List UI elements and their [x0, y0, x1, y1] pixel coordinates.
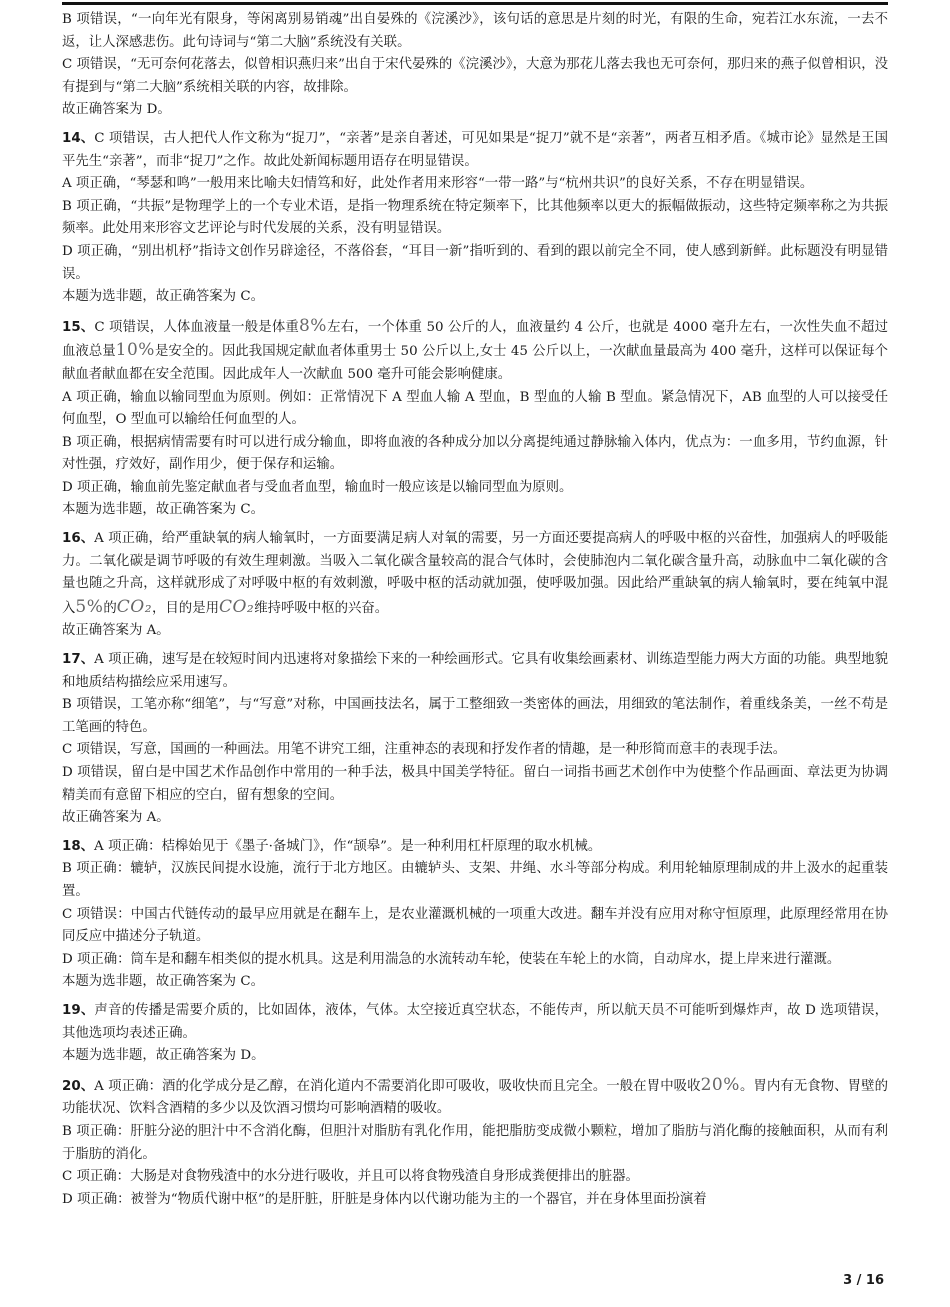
- answer-18: 本题为选非题，故正确答案为 C。: [62, 974, 264, 990]
- answer-15: 本题为选非题，故正确答案为 C。: [62, 502, 264, 518]
- answer-17: 故正确答案为 A。: [62, 810, 170, 826]
- math-percent: 20%: [700, 1074, 740, 1095]
- question-17-lead: 17、A 项正确，速写是在较短时间内迅速将对象描绘下来的一种绘画形式。它具有收集绘画素材、训练造型能力两大方面的功能。典型地貌和地质结构描绘应采用速写。: [62, 652, 888, 690]
- paragraph-18-b: B 项正确：辘轳，汉族民间提水设施，流行于北方地区。由辘轳头、支架、井绳、水斗等部分构成。利用轮轴原理制成的井上汲水的起重装置。: [62, 861, 888, 899]
- page-number: 3 / 16: [843, 1273, 884, 1288]
- paragraph-18-d: D 项正确：筒车是和翻车相类似的提水机具。这是利用湍急的水流转动车轮，使装在车轮上的水筒，自动戽水，提上岸来进行灌溉。: [62, 951, 841, 967]
- question-19-lead: 19、声音的传播是需要介质的，比如固体，液体，气体。太空接近真空状态，不能传声，所以航天员不可能听到爆炸声，故 D 选项错误，其他选项均表述正确。: [62, 1002, 889, 1041]
- question-number: 17、: [62, 652, 95, 668]
- paragraph-15-a: A 项正确，输血以输同型血为原则。例如：正常情况下 A 型血人输 A 型血，B 型血的人输 B 型血。紧急情况下，AB 血型的人可以接受任何血型，O 型血可以输给任何血型的人。: [62, 389, 888, 428]
- paragraph-20-b: B 项正确：肝脏分泌的胆汁中不含消化酶，但胆汁对脂肪有乳化作用，能把脂肪变成微小颗粒，增加了脂肪与消化酶的接触面积，从而有利于脂肪的消化。: [62, 1123, 888, 1162]
- question-number: 16、: [62, 531, 95, 547]
- answer-14: 本题为选非题，故正确答案为 C。: [62, 289, 264, 305]
- math-co2: CO₂: [116, 596, 153, 617]
- math-percent: 10%: [115, 340, 155, 361]
- question-number: 18、: [62, 838, 95, 854]
- math-co2: CO₂: [218, 596, 255, 617]
- question-number: 20、: [62, 1078, 95, 1094]
- answer-19: 本题为选非题，故正确答案为 D。: [62, 1048, 265, 1064]
- paragraph-14-b: B 项正确，“共振”是物理学上的一个专业术语，是指一物理系统在特定频率下，比其他频率以更大的振幅做振动，这些特定频率称之为共振频率。此处用来形容文艺评论与时代发展的关系，没有明显错误。: [62, 198, 888, 237]
- question-14-lead: 14、C 项错误，古人把代人作文称为“捉刀”，“亲著”是亲自著述，可见如果是“捉刀”就不是“亲著”，两者互相矛盾。《城市论》显然是王国平先生“亲著”，而非“捉刀”之作。故此处新闻标题用语存在明显错误。: [62, 130, 888, 169]
- answer-13: 故正确答案为 D。: [62, 102, 171, 118]
- question-18-lead: 18、A 项正确：桔槔始见于《墨子·备城门》，作“颉皋”。是一种利用杠杆原理的取水机械。: [62, 838, 602, 854]
- paragraph-20-d: D 项正确：被誉为“物质代谢中枢”的是肝脏，肝脏是身体内以代谢功能为主的一个器官，并在身体里面扮演着: [62, 1191, 707, 1207]
- question-16-lead: 16、A 项正确，给严重缺氧的病人输氧时，一方面要满足病人对氧的需要，另一方面还要提高病人的呼吸中枢的兴奋性，加强病人的呼吸能力。二氧化碳是调节呼吸的有效生理刺激。当吸入二氧化碳含量较高的混合气体时，会使肺泡内二氧化碳含量升高，动脉血中二氧化碳的含量也随之升高，这样就形成了对呼吸中枢的有效刺激，呼吸中枢的活动就加强，使呼吸加强。因此给严重缺氧的病人输氧时，要在纯氧中混入5%的CO₂，目的是用CO₂维持呼吸中枢的兴奋。: [62, 531, 888, 617]
- paragraph-14-a: A 项正确，“琴瑟和鸣”一般用来比喻夫妇情笃和好，此处作者用来形容“一带一路”与“杭州共识”的良好关系，不存在明显错误。: [62, 176, 814, 192]
- paragraph-15-b: B 项正确，根据病情需要有时可以进行成分输血，即将血液的各种成分加以分离提纯通过静脉输入体内，优点为：一血多用，节约血源，针对性强，疗效好，副作用少，便于保存和运输。: [62, 434, 888, 473]
- paragraph-15-d: D 项正确，输血前先鉴定献血者与受血者血型，输血时一般应该是以输同型血为原则。: [62, 479, 573, 495]
- paragraph-13-c: C 项错误，“无可奈何花落去，似曾相识燕归来”出自于宋代晏殊的《浣溪沙》，大意为那花儿落去我也无可奈何，那归来的燕子似曾相识，没有提到与“第二大脑”系统相关联的内容，故排除。: [62, 57, 888, 95]
- paragraph-17-d: D 项错误，留白是中国艺术作品创作中常用的一种手法，极具中国美学特征。留白一词指书画艺术创作中为使整个作品画面、章法更为协调精美而有意留下相应的空白，留有想象的空间。: [62, 765, 888, 803]
- answer-16: 故正确答案为 A。: [62, 623, 170, 639]
- question-number: 19、: [62, 1002, 95, 1018]
- paragraph-18-c: C 项错误：中国古代链传动的最早应用就是在翻车上，是农业灌溉机械的一项重大改进。翻车并没有应用对称守恒原理，此原理经常用在协同反应中描述分子轨道。: [62, 906, 888, 945]
- answer-explanations: [62, 9, 888, 1211]
- math-percent: 5%: [75, 596, 104, 617]
- paragraph-13-b: B 项错误，“一向年光有限身，等闲离别易销魂”出自晏殊的《浣溪沙》，该句话的意思是片刻的时光，有限的生命，宛若江水东流，一去不返，让人深感悲伤。此句诗词与“第二大脑”系统没有关联。: [62, 12, 888, 50]
- top-rule: [62, 2, 888, 5]
- question-15-lead: 15、C 项错误，人体血液量一般是体重8%左右，一个体重 50 公斤的人，血液量约 4 公斤，也就是 4000 毫升左右，一次性失血不超过血液总量10%是安全的。因此我国规定献血者体重男士 50 公斤以上,女士 45 公斤以上，一次献血量最高为 400 毫升，这样可以保证每个献血者献血都在安全范围。因此成年人一次献血 500 毫升可能会影响健康。: [62, 315, 889, 382]
- paragraph-14-d: D 项正确，“别出机杼”指诗文创作另辟途径，不落俗套，“耳目一新”指听到的、看到的跟以前完全不同，使人感到新鲜。此标题没有明显错误。: [62, 243, 888, 282]
- paragraph-17-b: B 项错误，工笔亦称“细笔”，与“写意”对称，中国画技法名，属于工整细致一类密体的画法，用细致的笔法制作，着重线条美，一丝不苟是工笔画的特色。: [62, 697, 888, 735]
- paragraph-17-c: C 项错误，写意，国画的一种画法。用笔不讲究工细，注重神态的表现和抒发作者的情趣，是一种形简而意丰的表现手法。: [62, 742, 787, 758]
- paragraph-20-c: C 项正确：大肠是对食物残渣中的水分进行吸收，并且可以将食物残渣自身形成粪便排出的脏器。: [62, 1169, 639, 1185]
- question-number: 14、: [62, 130, 95, 146]
- question-number: 15、: [62, 319, 95, 335]
- math-percent: 8%: [298, 315, 327, 336]
- question-20-lead: 20、A 项正确：酒的化学成分是乙醇，在消化道内不需要消化即可吸收，吸收快而且完全。一般在胃中吸收20%。胃内有无食物、胃壁的功能状况、饮料含酒精的多少以及饮酒习惯均可影响酒精的吸收。: [62, 1074, 888, 1117]
